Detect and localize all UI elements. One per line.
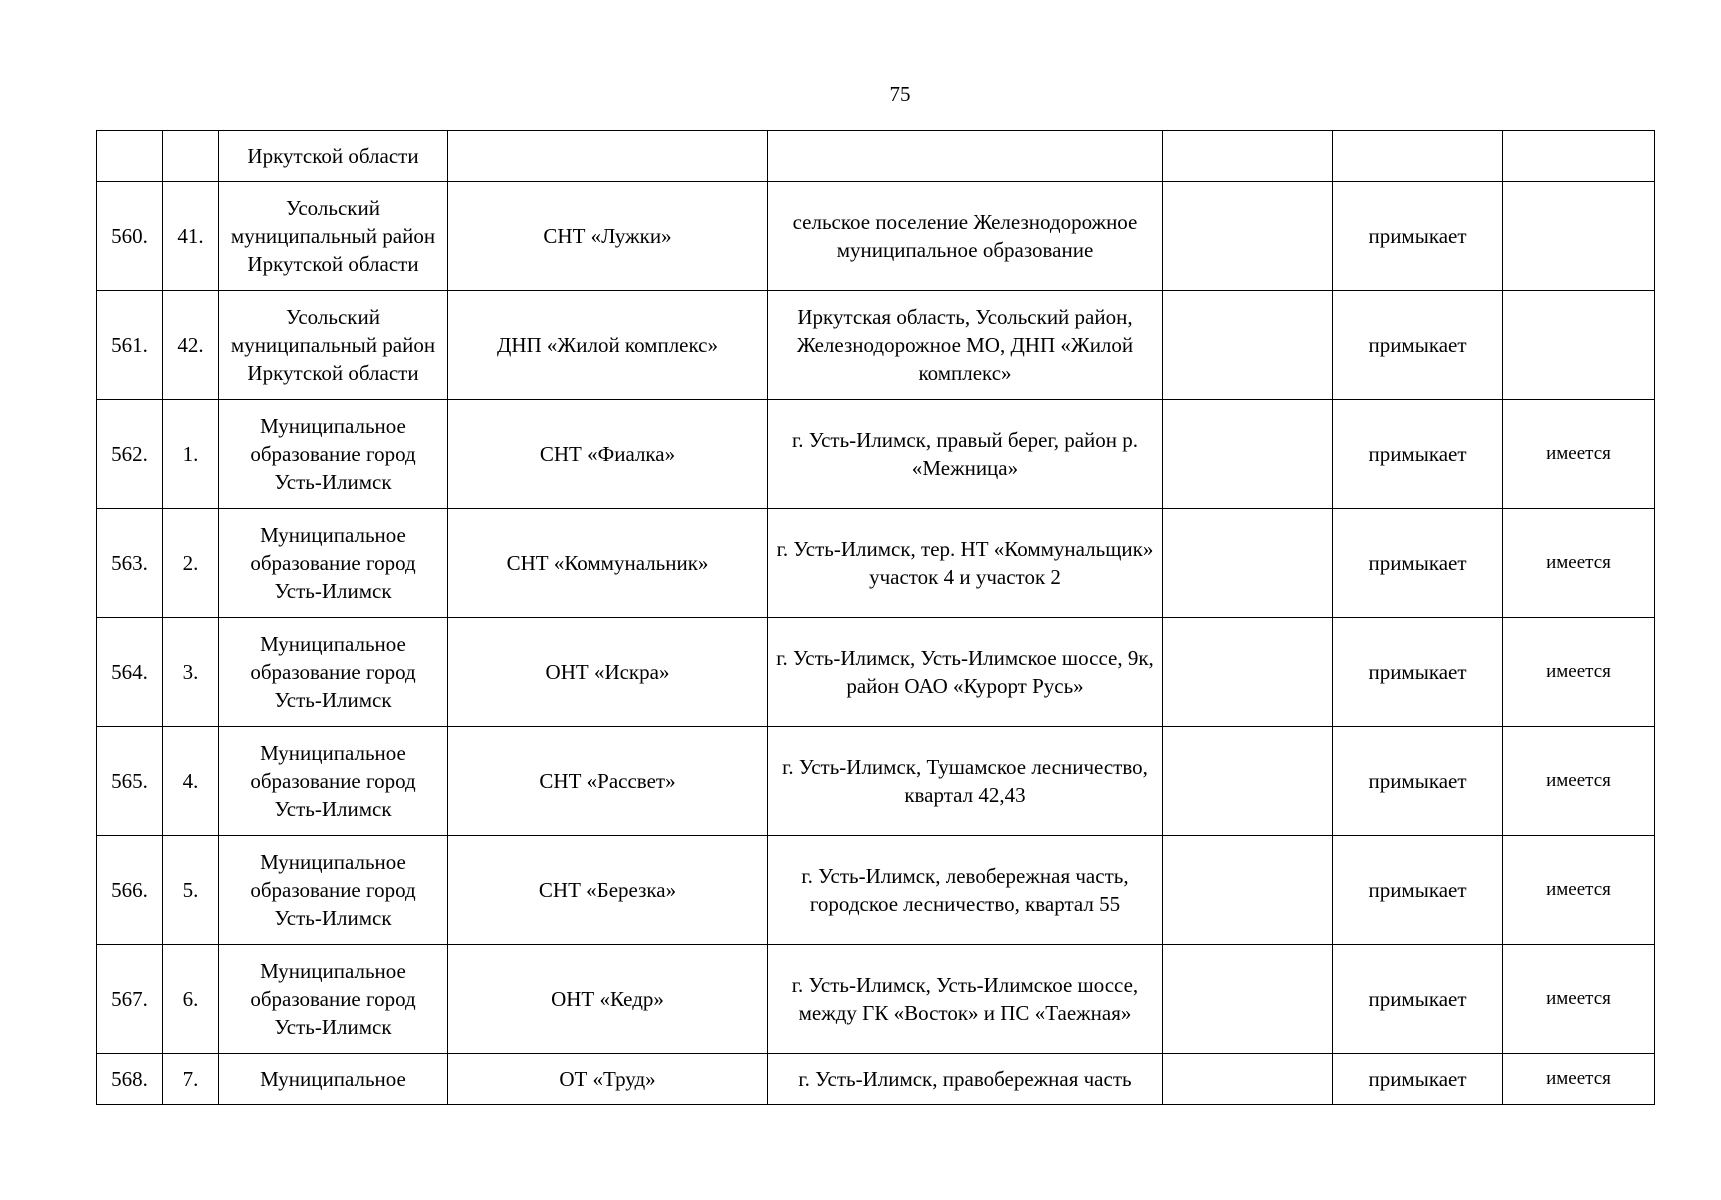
address-cell: г. Усть-Илимск, тер. НТ «Коммунальщик» участок 4 и участок 2: [768, 509, 1163, 618]
row-number: 567.: [97, 945, 163, 1054]
table-row: [97, 400, 1655, 509]
presence-cell: [1503, 291, 1655, 400]
district-cell: Усольский муниципальный район Иркутской области: [219, 291, 448, 400]
district-cell: Муниципальное образование город Усть-Илимск: [219, 400, 448, 509]
presence-cell: имеется: [1503, 836, 1655, 945]
row-number: 561.: [97, 291, 163, 400]
address-cell: г. Усть-Илимск, Усть-Илимское шоссе, 9к, район ОАО «Курорт Русь»: [768, 618, 1163, 727]
empty-cell: [1163, 727, 1333, 836]
address-cell: г. Усть-Илимск, правый берег, район р. «Межница»: [768, 400, 1163, 509]
address-cell: г. Усть-Илимск, правобережная часть: [768, 1054, 1163, 1105]
address-cell: [768, 131, 1163, 182]
row-number: 563.: [97, 509, 163, 618]
row-sub-number: 42.: [163, 291, 219, 400]
row-sub-number: 3.: [163, 618, 219, 727]
presence-cell: [1503, 131, 1655, 182]
adjacency-cell: примыкает: [1333, 291, 1503, 400]
row-number: 562.: [97, 400, 163, 509]
adjacency-cell: примыкает: [1333, 182, 1503, 291]
adjacency-cell: примыкает: [1333, 1054, 1503, 1105]
table-row: [97, 1054, 1655, 1105]
row-number: 566.: [97, 836, 163, 945]
empty-cell: [1163, 1054, 1333, 1105]
district-cell: Усольский муниципальный район Иркутской области: [219, 182, 448, 291]
name-cell: СНТ «Лужки»: [448, 182, 768, 291]
table-row: [97, 291, 1655, 400]
name-cell: СНТ «Рассвет»: [448, 727, 768, 836]
adjacency-cell: примыкает: [1333, 836, 1503, 945]
empty-cell: [1163, 131, 1333, 182]
address-cell: г. Усть-Илимск, Тушамское лесничество, квартал 42,43: [768, 727, 1163, 836]
row-sub-number: 7.: [163, 1054, 219, 1105]
empty-cell: [1163, 182, 1333, 291]
district-cell: Муниципальное образование город Усть-Илимск: [219, 618, 448, 727]
district-cell: Иркутской области: [219, 131, 448, 182]
district-cell: Муниципальное образование город Усть-Илимск: [219, 945, 448, 1054]
address-cell: г. Усть-Илимск, Усть-Илимское шоссе, между ГК «Восток» и ПС «Таежная»: [768, 945, 1163, 1054]
district-cell: Муниципальное образование город Усть-Илимск: [219, 509, 448, 618]
table-row: [97, 836, 1655, 945]
adjacency-cell: примыкает: [1333, 727, 1503, 836]
row-sub-number: 4.: [163, 727, 219, 836]
adjacency-cell: примыкает: [1333, 618, 1503, 727]
adjacency-cell: примыкает: [1333, 945, 1503, 1054]
row-number: 564.: [97, 618, 163, 727]
name-cell: [448, 131, 768, 182]
row-sub-number: [163, 131, 219, 182]
row-number: 560.: [97, 182, 163, 291]
row-sub-number: 6.: [163, 945, 219, 1054]
empty-cell: [1163, 945, 1333, 1054]
empty-cell: [1163, 400, 1333, 509]
district-cell: Муниципальное образование город Усть-Илимск: [219, 727, 448, 836]
table-row: [97, 618, 1655, 727]
address-cell: сельское поселение Железнодорожное муниципальное образование: [768, 182, 1163, 291]
name-cell: ОНТ «Искра»: [448, 618, 768, 727]
presence-cell: имеется: [1503, 945, 1655, 1054]
address-cell: г. Усть-Илимск, левобережная часть, городское лесничество, квартал 55: [768, 836, 1163, 945]
row-sub-number: 2.: [163, 509, 219, 618]
row-sub-number: 5.: [163, 836, 219, 945]
name-cell: СНТ «Березка»: [448, 836, 768, 945]
presence-cell: имеется: [1503, 1054, 1655, 1105]
district-cell: Муниципальное: [219, 1054, 448, 1105]
adjacency-cell: примыкает: [1333, 400, 1503, 509]
name-cell: СНТ «Фиалка»: [448, 400, 768, 509]
adjacency-cell: [1333, 131, 1503, 182]
page-number: 75: [889, 82, 911, 106]
row-sub-number: 1.: [163, 400, 219, 509]
presence-cell: имеется: [1503, 727, 1655, 836]
table-row: [97, 945, 1655, 1054]
empty-cell: [1163, 618, 1333, 727]
name-cell: ДНП «Жилой комплекс»: [448, 291, 768, 400]
address-cell: Иркутская область, Усольский район, Железнодорожное МО, ДНП «Жилой комплекс»: [768, 291, 1163, 400]
name-cell: ОТ «Труд»: [448, 1054, 768, 1105]
empty-cell: [1163, 291, 1333, 400]
registry-table: [96, 130, 1655, 1105]
table-row: [97, 509, 1655, 618]
adjacency-cell: примыкает: [1333, 509, 1503, 618]
empty-cell: [1163, 836, 1333, 945]
presence-cell: имеется: [1503, 400, 1655, 509]
table-row: [97, 131, 1655, 182]
name-cell: ОНТ «Кедр»: [448, 945, 768, 1054]
district-cell: Муниципальное образование город Усть-Илимск: [219, 836, 448, 945]
row-number: 565.: [97, 727, 163, 836]
presence-cell: имеется: [1503, 618, 1655, 727]
row-sub-number: 41.: [163, 182, 219, 291]
presence-cell: имеется: [1503, 509, 1655, 618]
name-cell: СНТ «Коммунальник»: [448, 509, 768, 618]
table-row: [97, 182, 1655, 291]
row-number: 568.: [97, 1054, 163, 1105]
empty-cell: [1163, 509, 1333, 618]
table-row: [97, 727, 1655, 836]
presence-cell: [1503, 182, 1655, 291]
row-number: [97, 131, 163, 182]
